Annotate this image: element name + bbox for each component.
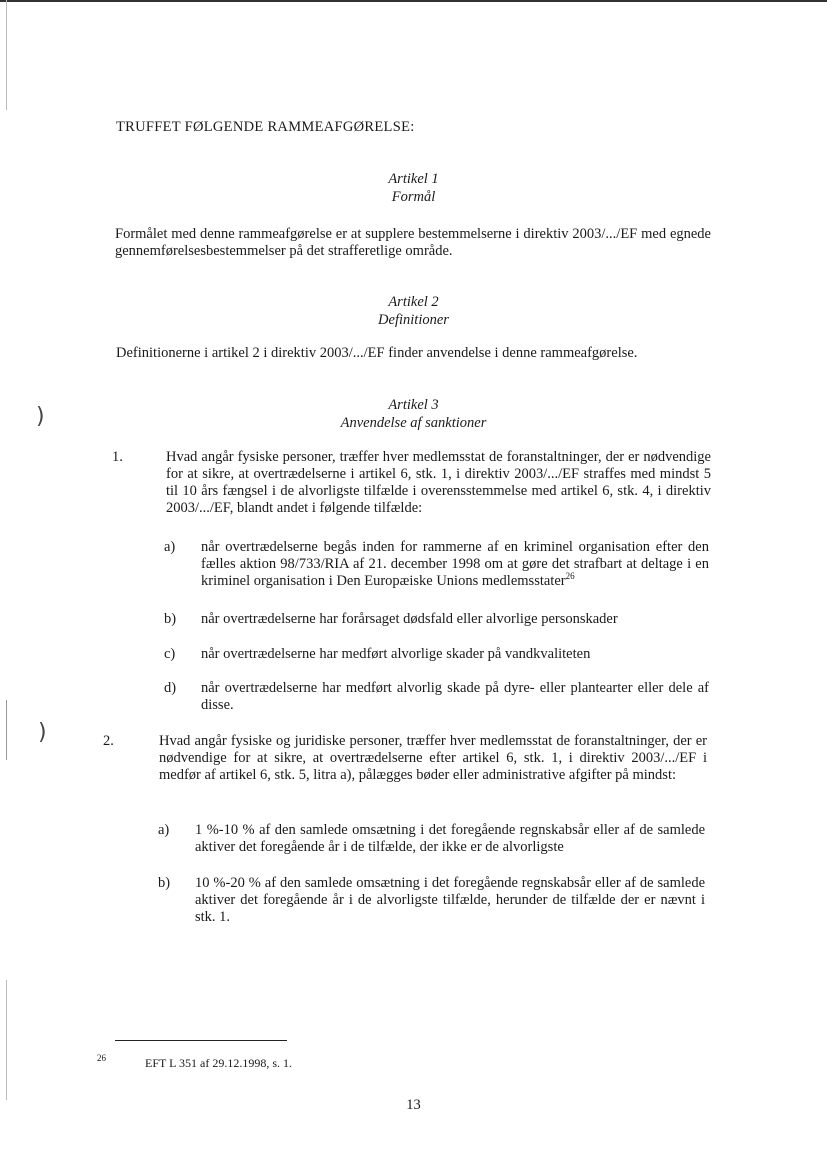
- list-item-label: a): [158, 822, 170, 838]
- list-item-text: 1 %-10 % af den samlede omsætning i det foregående regnskabsår eller af de samlede aktiver det foregående år i de tilfælde, der ikke er de alvorligste: [195, 822, 705, 855]
- article-3-title: Anvendelse af sanktioner: [340, 415, 487, 431]
- footnote-separator: [115, 1040, 287, 1041]
- scan-left-edge: [6, 0, 7, 110]
- list-item-label: a): [164, 539, 176, 555]
- list-item-label: c): [164, 646, 176, 662]
- punch-hole-mark: ): [38, 720, 47, 745]
- footnote-text: EFT L 351 af 29.12.1998, s. 1.: [145, 1056, 292, 1070]
- footnote-reference: 26: [565, 571, 575, 582]
- decision-heading: TRUFFET FØLGENDE RAMMEAFGØRELSE:: [116, 119, 415, 135]
- list-item-label: b): [158, 875, 171, 891]
- page-number: 13: [406, 1097, 421, 1113]
- list-item-text: når overtrædelserne har forårsaget dødsfald eller alvorlige personskader: [201, 611, 618, 627]
- punch-hole-mark: ): [36, 404, 45, 429]
- footnote-number: 26: [97, 1053, 106, 1063]
- article-1-number: Artikel 1: [388, 171, 439, 187]
- list-item-label: b): [164, 611, 177, 627]
- article-3-number: Artikel 3: [388, 397, 439, 413]
- scan-top-border: [0, 0, 827, 2]
- scan-left-edge: [6, 700, 7, 760]
- paragraph-number: 2.: [103, 733, 114, 749]
- list-item-text: når overtrædelserne har medført alvorlig skade på dyre- eller plantearter eller dele af disse.: [201, 680, 709, 713]
- article-1-title: Formål: [391, 189, 436, 205]
- paragraph-text: Hvad angår fysiske personer, træffer hver medlemsstat de foranstaltninger, der er nødvendige for at sikre, at overtrædelserne i artikel 6, stk. 1, i direktiv 2003/.../EF straffes med mindst 5 til 10 års fængsel i de alvorligste tilfælde i overensstemmelse med artikel 6, stk. 4, i direktiv 2003/.../EF, blandt andet i følgende tilfælde:: [166, 449, 711, 516]
- paragraph-text: Hvad angår fysiske og juridiske personer, træffer hver medlemsstat de foranstaltninger, der er nødvendige for at sikre, at overtrædelserne efter artikel 6, stk. 1, i direktiv 2003/.../EF i medfør af artikel 6, stk. 5, litra a), pålægges bøder eller administrative afgifter på mindst:: [159, 733, 707, 783]
- list-item-text: når overtrædelserne har medført alvorlige skader på vandkvaliteten: [201, 646, 591, 662]
- article-2-number: Artikel 2: [388, 294, 439, 310]
- article-2-title: Definitioner: [378, 312, 449, 328]
- list-item-label: d): [164, 680, 177, 696]
- article-2-text: Definitionerne i artikel 2 i direktiv 2003/.../EF finder anvendelse i denne rammeafgørelse.: [116, 345, 638, 361]
- list-item-text: 10 %-20 % af den samlede omsætning i det foregående regnskabsår eller af de samlede aktiver det foregående år i de alvorligste tilfælde, herunder de tilfælde der er nævnt i stk. 1.: [195, 875, 705, 925]
- list-item-text: når overtrædelserne begås inden for rammerne af en kriminel organisation efter den fælles aktion 98/733/RIA af 21. december 1998 om at gøre det strafbart at deltage i en kriminel organisation i Den Europæiske Unions medlemsstater$^{26}$: [201, 539, 709, 589]
- article-1-text: Formålet med denne rammeafgørelse er at supplere bestemmelserne i direktiv 2003/.../EF med egnede gennemførelsesbestemmelser på det strafferetlige område.: [115, 226, 711, 259]
- scan-left-edge: [6, 980, 7, 1100]
- paragraph-number: 1.: [112, 449, 123, 465]
